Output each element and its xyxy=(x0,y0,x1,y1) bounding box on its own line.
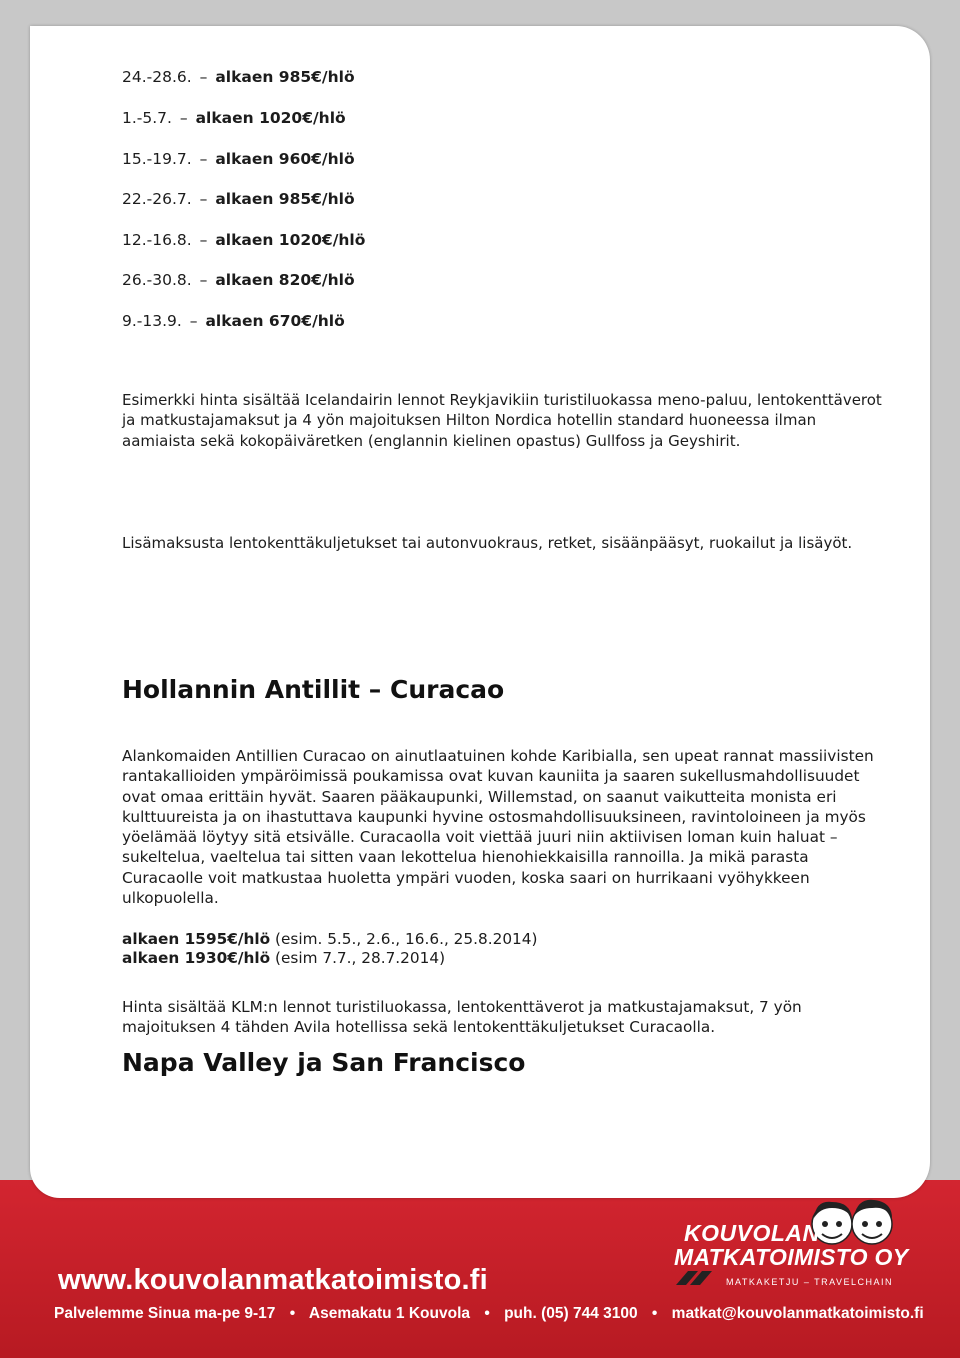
bullet: • xyxy=(651,1305,658,1322)
schedule-dates: 12.-16.8. xyxy=(122,231,192,249)
curacao-price-note: (esim. 5.5., 2.6., 16.6., 25.8.2014) xyxy=(270,930,538,948)
address: Asemakatu 1 Kouvola xyxy=(308,1305,470,1322)
schedule-price: alkaen 1020€/hlö xyxy=(195,109,346,127)
logo-line2: MATKATOIMISTO OY xyxy=(674,1244,909,1270)
schedule-row xyxy=(122,68,355,86)
napa-heading: Napa Valley ja San Francisco xyxy=(122,1048,526,1077)
contact-line xyxy=(54,1305,924,1323)
bullet: • xyxy=(484,1305,490,1322)
travelchain-mark-icon xyxy=(674,1269,722,1287)
schedule-dates: 24.-28.6. xyxy=(122,68,192,86)
curacao-heading: Hollannin Antillit – Curacao xyxy=(122,675,505,704)
dash: – xyxy=(179,109,188,127)
curacao-price-note: (esim 7.7., 28.7.2014) xyxy=(270,949,446,967)
schedule-dates: 1.-5.7. xyxy=(122,109,172,127)
dash: – xyxy=(199,150,208,168)
email-link[interactable]: matkat@kouvolanmatkatoimisto.fi xyxy=(671,1305,924,1322)
company-logo xyxy=(674,1196,909,1296)
website-link[interactable]: www.kouvolanmatkatoimisto.fi xyxy=(58,1264,488,1296)
schedule-row xyxy=(122,271,355,289)
schedule-row xyxy=(122,312,345,330)
curacao-price-line xyxy=(122,948,882,968)
service-hours: Palvelemme Sinua ma-pe 9-17 xyxy=(54,1305,276,1322)
curacao-description: Alankomaiden Antillien Curacao on ainutlaatuinen kohde Karibialla, sen upeat rannat massiivisten rantakallioiden ympäröimissä poukamissa ovat kuvan kauniita ja saaren sukellusmahdollisuudet ovat omaa erittäin hyvät. Saaren pääkaupunki, Willemstad, on saanut vaikutteita monista eri kulttuureista ja on ihastuttava kaupunki hyvine ostosmahdollisuuksineen, ravintoloineen ja myös yöelämää löytyy sitä etsivälle. Curacaolla voit viettää juuri niin aktiivisen loman kuin haluat – sukeltelua, vaeltelua tai sitten vaan lekottelua hienohiekkaisilla rannoilla. Ja mikä parasta Curacaolle voit matkustaa huoletta ympäri vuoden, koska saari on hurrikaani vyöhykkeen ulkopuolella. xyxy=(122,747,874,908)
phone-number[interactable]: puh. (05) 744 3100 xyxy=(504,1305,638,1322)
schedule-dates: 15.-19.7. xyxy=(122,150,192,168)
schedule-price: alkaen 670€/hlö xyxy=(205,312,345,330)
schedule-row xyxy=(122,150,355,168)
curacao-price: alkaen 1930€/hlö xyxy=(122,949,271,967)
schedule-dates: 26.-30.8. xyxy=(122,271,192,289)
page-card xyxy=(30,26,930,1198)
schedule-row xyxy=(122,109,346,127)
logo-tagline: MATKAKETJU – TRAVELCHAIN xyxy=(726,1277,894,1287)
schedule-dates: 9.-13.9. xyxy=(122,312,182,330)
schedule-dates: 22.-26.7. xyxy=(122,190,192,208)
schedule-price: alkaen 985€/hlö xyxy=(215,190,355,208)
schedule-price: alkaen 820€/hlö xyxy=(215,271,355,289)
schedule-row xyxy=(122,231,365,249)
dash: – xyxy=(199,231,208,249)
dash: – xyxy=(189,312,198,330)
dash: – xyxy=(199,68,208,86)
curacao-price-line xyxy=(122,929,882,949)
dash: – xyxy=(199,190,208,208)
schedule-price: alkaen 985€/hlö xyxy=(215,68,355,86)
dash: – xyxy=(199,271,208,289)
curacao-price: alkaen 1595€/hlö xyxy=(122,930,271,948)
schedule-row xyxy=(122,190,355,208)
schedule-price: alkaen 960€/hlö xyxy=(215,150,355,168)
iceland-extra-text: Lisämaksusta lentokenttäkuljetukset tai autonvuokraus, retket, sisäänpääsyt, ruokailut ja lisäyöt. xyxy=(122,534,853,552)
curacao-included-text: Hinta sisältää KLM:n lennot turistiluokassa, lentokenttäverot ja matkustajamaksut, 7 yön majoituksen 4 tähden Avila hotellissa sekä lentokenttäkuljetukset Curacaolla. xyxy=(122,998,802,1037)
bullet: • xyxy=(289,1305,296,1322)
iceland-included-text: Esimerkki hinta sisältää Icelandairin lennot Reykjavikiin turistiluokassa meno-paluu, lentokenttäverot ja matkustajamaksut ja 4 yön majoituksen Hilton Nordica hotellin standard huoneessa ilman aamiaista sekä kokopäiväretken (englannin kielinen opastus) Gullfoss ja Geyshirit. xyxy=(122,391,882,450)
logo-line1: KOUVOLAN xyxy=(684,1220,820,1246)
schedule-price: alkaen 1020€/hlö xyxy=(215,231,366,249)
